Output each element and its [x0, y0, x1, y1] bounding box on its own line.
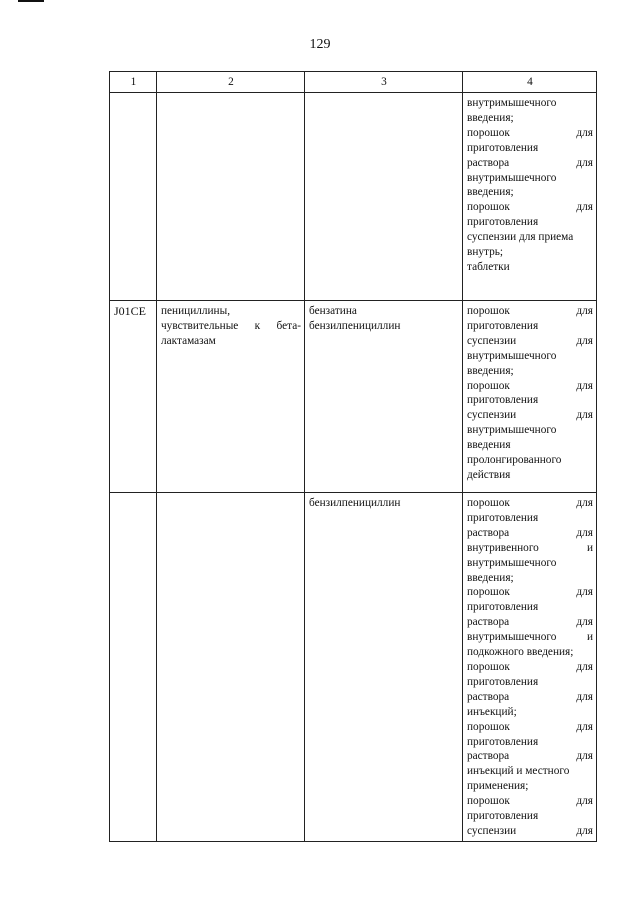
- text-word: инъекций;: [467, 705, 517, 718]
- text-line: [309, 496, 459, 511]
- text-word: суспензии: [467, 334, 517, 347]
- text-word: порошок: [467, 201, 510, 214]
- text-word: приготовления: [467, 394, 539, 407]
- text-word: внутримышечного: [467, 556, 557, 569]
- text-line: [467, 794, 593, 809]
- text-word: для: [576, 526, 593, 539]
- substance-cell: [305, 93, 463, 301]
- text-word: приготовления: [467, 675, 539, 688]
- text-line: [309, 304, 459, 319]
- text-word: внутримышечного: [467, 349, 557, 362]
- text-word: порошок: [467, 586, 510, 599]
- text-line: [467, 171, 593, 186]
- text-word: порошок: [467, 720, 510, 733]
- text-word: суспензии для приема: [467, 231, 574, 244]
- text-line: [467, 453, 593, 468]
- text-word: для: [576, 497, 593, 509]
- text-line: [467, 630, 593, 645]
- text-word: для: [576, 201, 593, 214]
- text-line: [467, 393, 593, 408]
- text-word: применения;: [467, 780, 529, 793]
- group-cell: [157, 301, 305, 493]
- atc-code-cell: J01CE: [110, 301, 157, 493]
- text-line: [467, 779, 593, 794]
- table-header-row: [110, 72, 597, 93]
- text-line: [467, 468, 593, 483]
- text-word: к: [254, 319, 261, 332]
- page-number: 129: [309, 37, 331, 52]
- text-word: приготовления: [467, 735, 539, 748]
- text-word: порошок: [467, 660, 510, 673]
- text-word: порошок: [467, 497, 510, 509]
- text-line: [467, 735, 593, 750]
- text-word: инъекций и местного: [467, 765, 570, 778]
- text-line: [467, 511, 593, 526]
- text-word: для: [576, 660, 593, 673]
- text-word: для: [576, 126, 593, 139]
- text-line: [467, 645, 593, 660]
- substance-cell: [305, 301, 463, 493]
- header-cell: 1: [110, 72, 157, 93]
- header-cell: 3: [305, 72, 463, 93]
- text-word: приготовления: [467, 216, 539, 229]
- text-word: пенициллины,: [161, 305, 231, 317]
- text-word: внутримышечного: [467, 631, 557, 644]
- text-line: [467, 334, 593, 349]
- text-word: порошок: [467, 795, 510, 808]
- text-word: и: [586, 541, 593, 554]
- text-word: бензилпенициллин: [309, 319, 401, 332]
- text-line: [467, 690, 593, 705]
- text-word: внутримышечного: [467, 424, 557, 437]
- text-word: приготовления: [467, 601, 539, 614]
- atc-code-cell: [110, 493, 157, 842]
- text-word: приготовления: [467, 511, 539, 524]
- text-line: [467, 423, 593, 438]
- text-word: суспензии: [467, 409, 517, 422]
- text-line: [467, 585, 593, 600]
- text-word: внутримышечного: [467, 171, 557, 184]
- text-line: [467, 496, 593, 511]
- text-word: порошок: [467, 126, 510, 139]
- header-cell: 2: [157, 72, 305, 93]
- table-row: [110, 301, 597, 493]
- text-word: для: [576, 795, 593, 808]
- text-line: [467, 185, 593, 200]
- text-line: [467, 260, 593, 275]
- text-line: [467, 408, 593, 423]
- text-line: [467, 379, 593, 394]
- text-word: введения;: [467, 111, 514, 124]
- text-line: [467, 200, 593, 215]
- text-word: действия: [467, 468, 511, 481]
- text-word: пролонгированного: [467, 454, 562, 467]
- text-word: приготовления: [467, 810, 539, 823]
- text-word: для: [576, 690, 593, 703]
- text-line: [467, 764, 593, 779]
- text-word: для: [576, 824, 593, 837]
- text-word: порошок: [467, 379, 510, 392]
- text-word: бензатина: [309, 305, 357, 317]
- text-line: [467, 824, 593, 839]
- text-line: [467, 111, 593, 126]
- text-line: [467, 705, 593, 720]
- text-line: [161, 304, 301, 319]
- text-word: для: [576, 334, 593, 347]
- text-line: [467, 156, 593, 171]
- text-line: [309, 319, 459, 334]
- text-word: введения;: [467, 364, 514, 377]
- text-word: для: [576, 720, 593, 733]
- drug-table: [109, 71, 597, 842]
- text-word: раствора: [467, 526, 510, 539]
- text-line: [467, 809, 593, 824]
- text-word: внутрь;: [467, 246, 504, 259]
- text-line: [467, 749, 593, 764]
- text-line: [467, 215, 593, 230]
- text-line: [467, 675, 593, 690]
- text-word: внутримышечного: [467, 97, 557, 109]
- text-line: [467, 245, 593, 260]
- text-line: [467, 319, 593, 334]
- text-word: лактамазам: [161, 334, 216, 347]
- table-row: [110, 493, 597, 842]
- text-word: для: [576, 379, 593, 392]
- dosage-forms-cell: [463, 301, 597, 493]
- text-word: для: [576, 750, 593, 763]
- text-word: раствора: [467, 616, 510, 629]
- corner-mark: [18, 0, 44, 2]
- group-cell: [157, 493, 305, 842]
- text-word: раствора: [467, 156, 510, 169]
- text-line: [467, 230, 593, 245]
- text-line: [467, 526, 593, 541]
- text-word: раствора: [467, 750, 510, 763]
- text-line: [467, 438, 593, 453]
- dosage-forms-cell: [463, 493, 597, 842]
- dosage-forms-cell: [463, 93, 597, 301]
- text-word: для: [576, 586, 593, 599]
- text-line: [467, 571, 593, 586]
- text-line: [467, 600, 593, 615]
- text-word: порошок: [467, 305, 510, 317]
- text-word: раствора: [467, 690, 510, 703]
- text-line: [467, 141, 593, 156]
- text-word: бензилпенициллин: [309, 497, 401, 509]
- text-line: [467, 349, 593, 364]
- text-word: для: [576, 156, 593, 169]
- table-row: [110, 93, 597, 301]
- text-word: бета-: [276, 319, 301, 332]
- text-line: [467, 720, 593, 735]
- text-word: подкожного введения;: [467, 646, 574, 659]
- text-word: введения;: [467, 571, 514, 584]
- text-line: [467, 304, 593, 319]
- text-line: [467, 364, 593, 379]
- text-line: [467, 126, 593, 141]
- text-word: введения;: [467, 186, 514, 199]
- substance-cell: [305, 493, 463, 842]
- text-line: [467, 660, 593, 675]
- text-word: приготовления: [467, 319, 539, 332]
- text-line: [161, 319, 301, 334]
- text-word: введения: [467, 439, 511, 452]
- text-word: для: [576, 305, 593, 317]
- header-cell: 4: [463, 72, 597, 93]
- text-line: [467, 615, 593, 630]
- text-word: внутривенного: [467, 541, 539, 554]
- text-word: для: [576, 409, 593, 422]
- text-line: [161, 334, 301, 349]
- text-line: [467, 541, 593, 556]
- text-word: и: [586, 631, 593, 644]
- text-line: [467, 96, 593, 111]
- text-word: суспензии: [467, 824, 517, 837]
- group-cell: [157, 93, 305, 301]
- text-word: приготовления: [467, 141, 539, 154]
- text-word: для: [576, 616, 593, 629]
- text-line: [467, 556, 593, 571]
- atc-code-cell: [110, 93, 157, 301]
- text-word: таблетки: [467, 260, 510, 273]
- text-word: чувствительные: [161, 319, 239, 332]
